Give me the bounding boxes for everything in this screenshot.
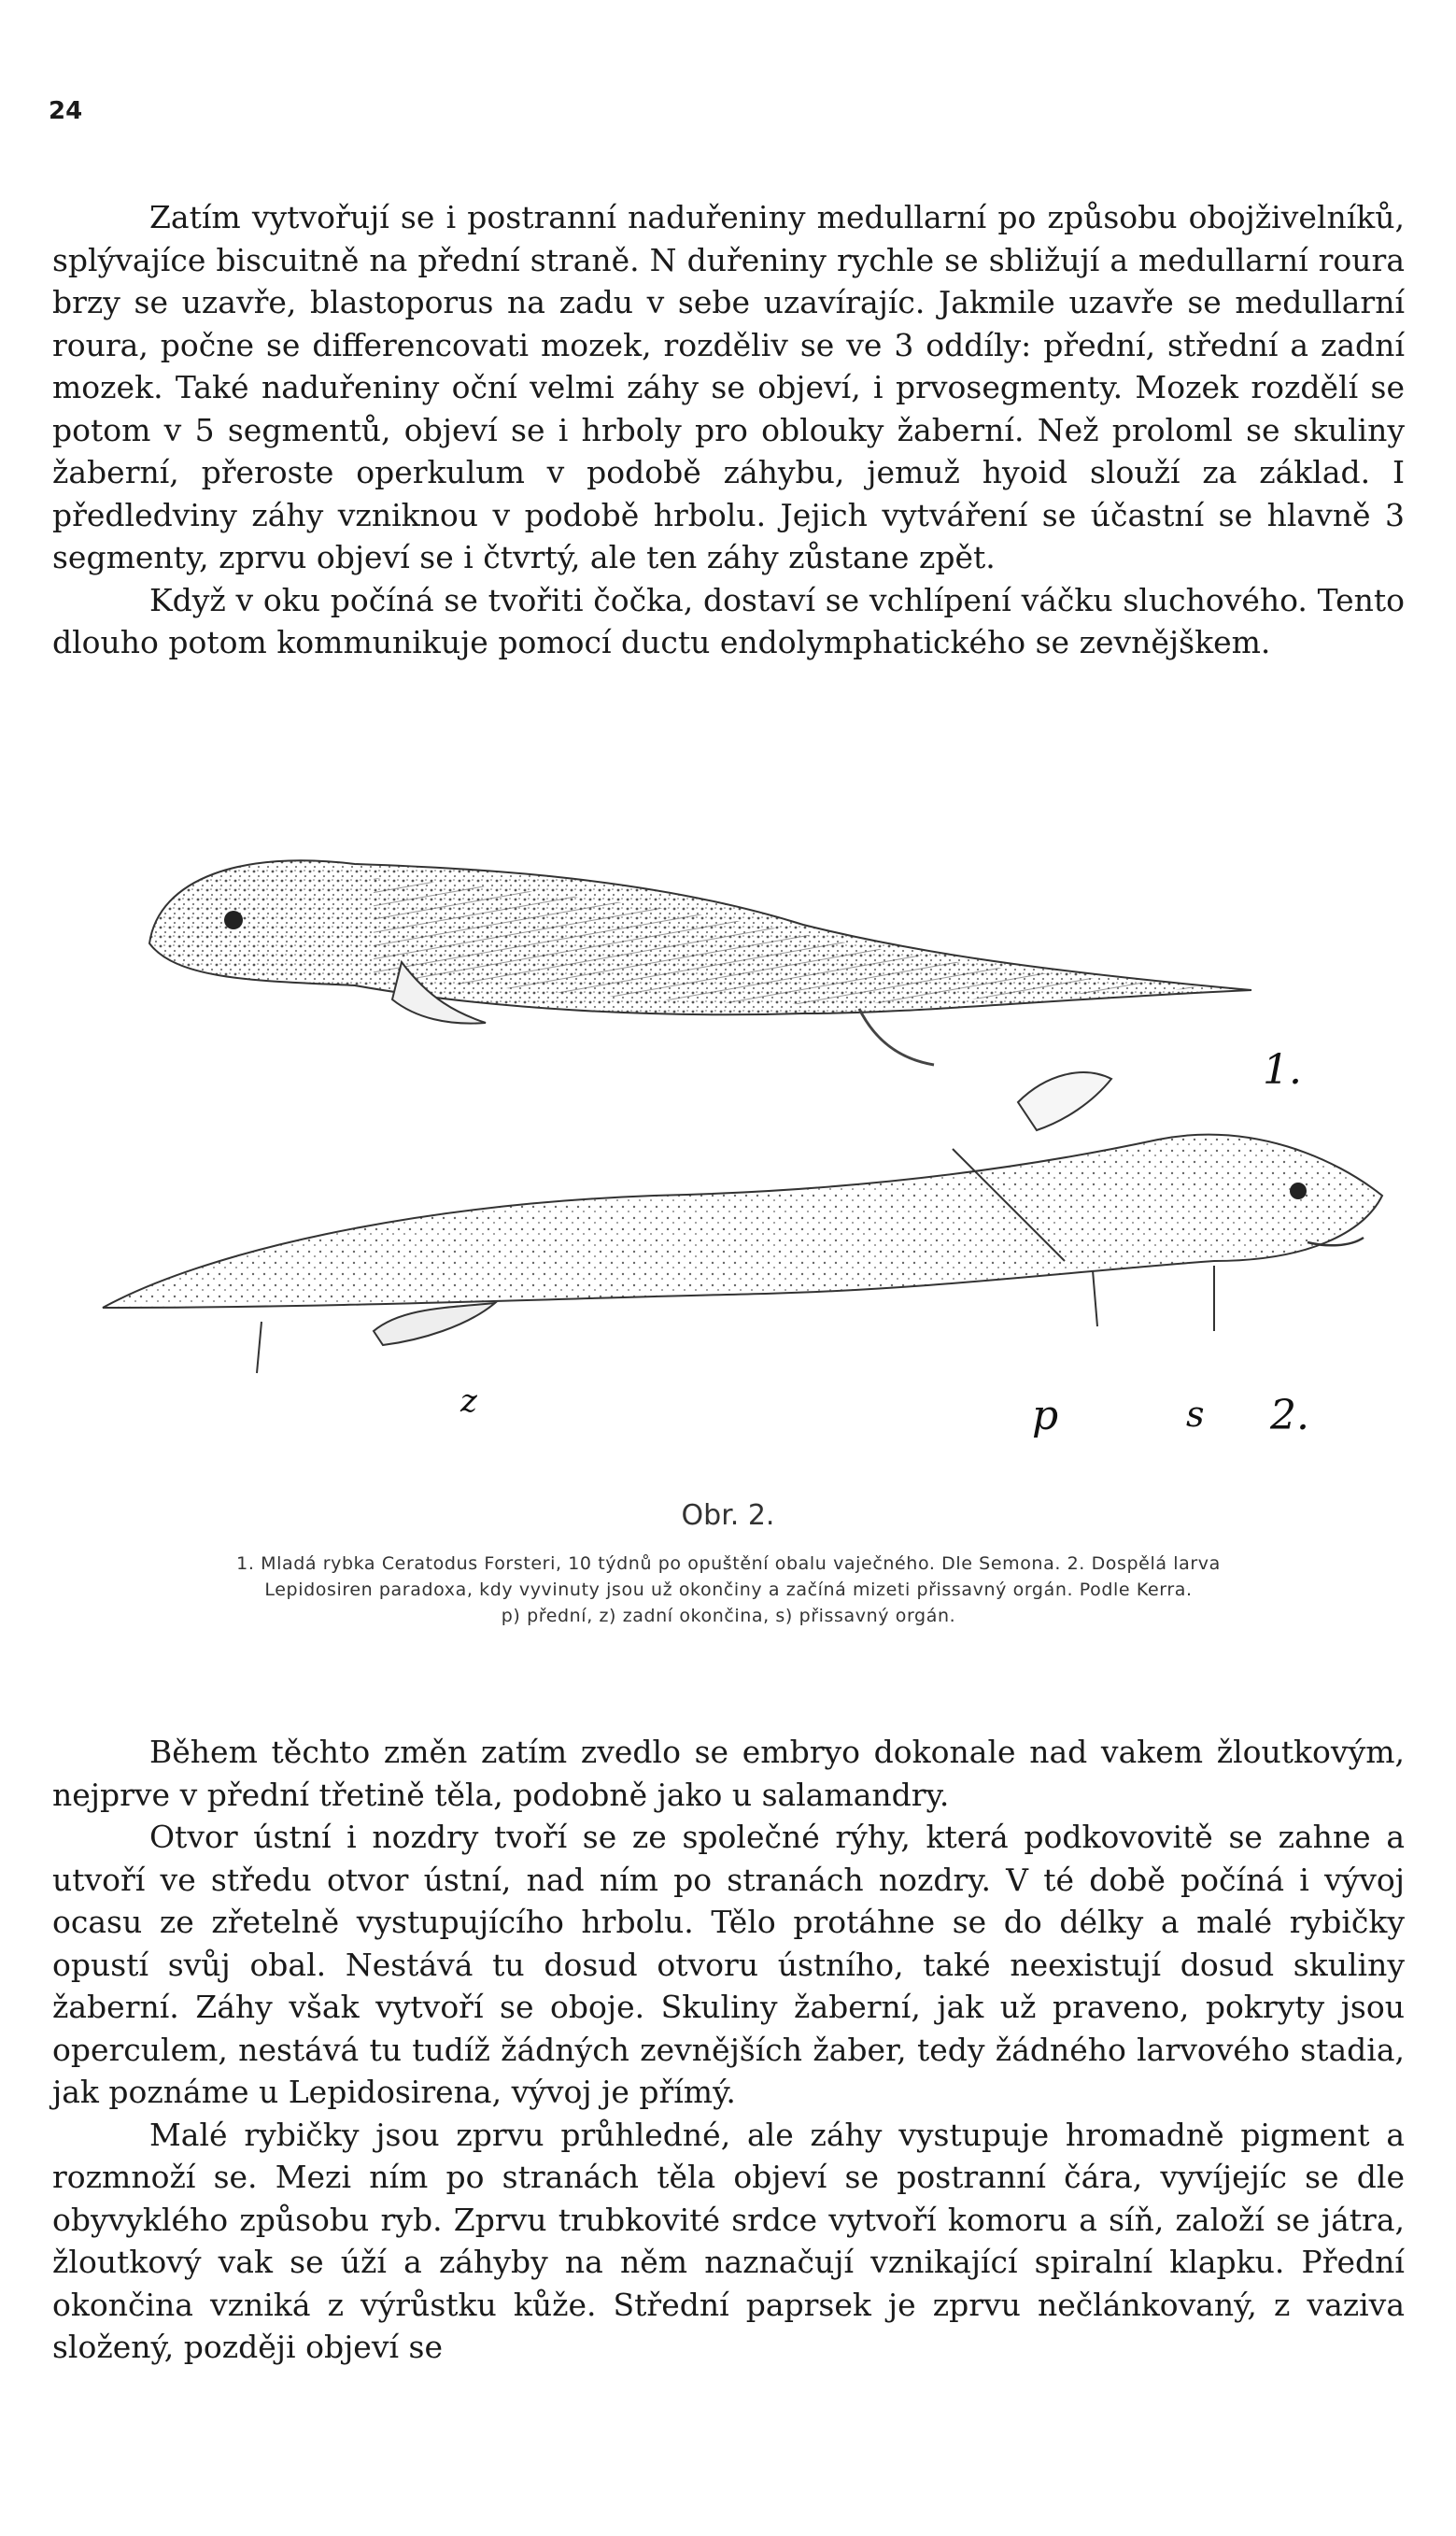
figure-fish-illustration bbox=[93, 822, 1401, 1476]
paragraph: Otvor ústní i nozdry tvoří se ze společné rýhy, která podkovovitě se zahne a utvoří ve středu otvor ústní, nad ním po stranách nozdry. V té době počíná i vývoj ocasu ze zřetelně vystupujícího hrbolu. Tělo protáhne se do délky a malé rybičky opustí svůj obal. Nestává tu dosud otvoru ústního, také neexistují dosud skuliny žaberní. Záhy však vytvoří se oboje. Skuliny žaberní, jak už praveno, pokryty jsou operculem, nestává tu tudíž žádných zevnějších žaber, tedy žádného larvového stadia, jak poznáme u Lepidosirena, vývoj je přímý. bbox=[52, 1819, 1405, 2110]
caption-line: p) přední, z) zadní okončina, s) přissavný orgán. bbox=[501, 1606, 956, 1626]
fish-drawings bbox=[93, 822, 1401, 1476]
figure-label-1: 1. bbox=[1263, 1046, 1302, 1094]
figure-label-p: p bbox=[1032, 1392, 1059, 1439]
caption-line: Lepidosiren paradoxa, kdy vyvinuty jsou už okončiny a začíná mizeti přissavný orgán. Podle Kerra. bbox=[264, 1580, 1193, 1600]
paragraph: Malé rybičky jsou zprvu průhledné, ale záhy vystupuje hromadně pigment a rozmnoží se. Mezi ním po stranách těla objeví se postranní čára, vyvíjejíc se dle obyvyklého způsobu ryb. Zprvu trubkovité srdce vytvoří komoru a síň, založí se játra, žloutkový vak se úží a záhyby na něm naznačují vznikající spiralní klapku. Přední okončina vzniká z výrůstku kůže. Střední paprsek je zprvu nečlánkovaný, z vaziva složený, později objeví se bbox=[52, 2116, 1405, 2365]
figure-label-s: s bbox=[1186, 1394, 1205, 1435]
paragraph: Zatím vytvořují se i postranní naduřeniny medullarní po způsobu obojživelníků, splývajíce biscuitně na přední straně. N duřeniny rychle se sbližují a medullarní roura brzy se uzavře, blastoporus na zadu v sebe uzavírajíc. Jakmile uzavře se medullarní roura, počne se differencovati mozek, rozděliv se ve 3 oddíly: přední, střední a zadní mozek. Také naduřeniny oční velmi záhy se objeví, i prvosegmenty. Mozek rozdělí se potom v 5 segmentů, objeví se i hrboly pro oblouky žaberní. Než proloml se skuliny žaberní, přeroste operkulum v podobě záhybu, jemuž hyoid slouží za základ. I předledviny záhy vzniknou v podobě hrbolu. Jejich vytváření se účastní se hlavně 3 segmenty, zprvu objeví se i čtvrtý, ale ten záhy zůstane zpět. bbox=[52, 199, 1405, 575]
fish-lepidosiren bbox=[103, 1072, 1382, 1373]
caption-line: 1. Mladá rybka Ceratodus Forsteri, 10 týdnů po opuštění obalu vaječného. Dle Semona. 2. Dospělá larva bbox=[236, 1553, 1221, 1574]
figure-title: Obr. 2. bbox=[681, 1499, 775, 1532]
text-block-bottom bbox=[52, 1731, 1405, 2369]
text-block-top bbox=[52, 196, 1405, 664]
paragraph: Když v oku počíná se tvořiti čočka, dostaví se vchlípení váčku sluchového. Tento dlouho potom kommunikuje pomocí ductu endolymphatického se zevnějškem. bbox=[52, 581, 1405, 660]
fish-ceratodus bbox=[149, 860, 1251, 1065]
figure-label-2: 2. bbox=[1270, 1392, 1309, 1439]
figure-label-z: z bbox=[460, 1382, 477, 1420]
page-number: 24 bbox=[49, 97, 83, 125]
figure-caption bbox=[56, 1551, 1401, 1629]
paragraph: Během těchto změn zatím zvedlo se embryo dokonale nad vakem žloutkovým, nejprve v přední třetině těla, podobně jako u salamandry. bbox=[52, 1734, 1405, 1813]
